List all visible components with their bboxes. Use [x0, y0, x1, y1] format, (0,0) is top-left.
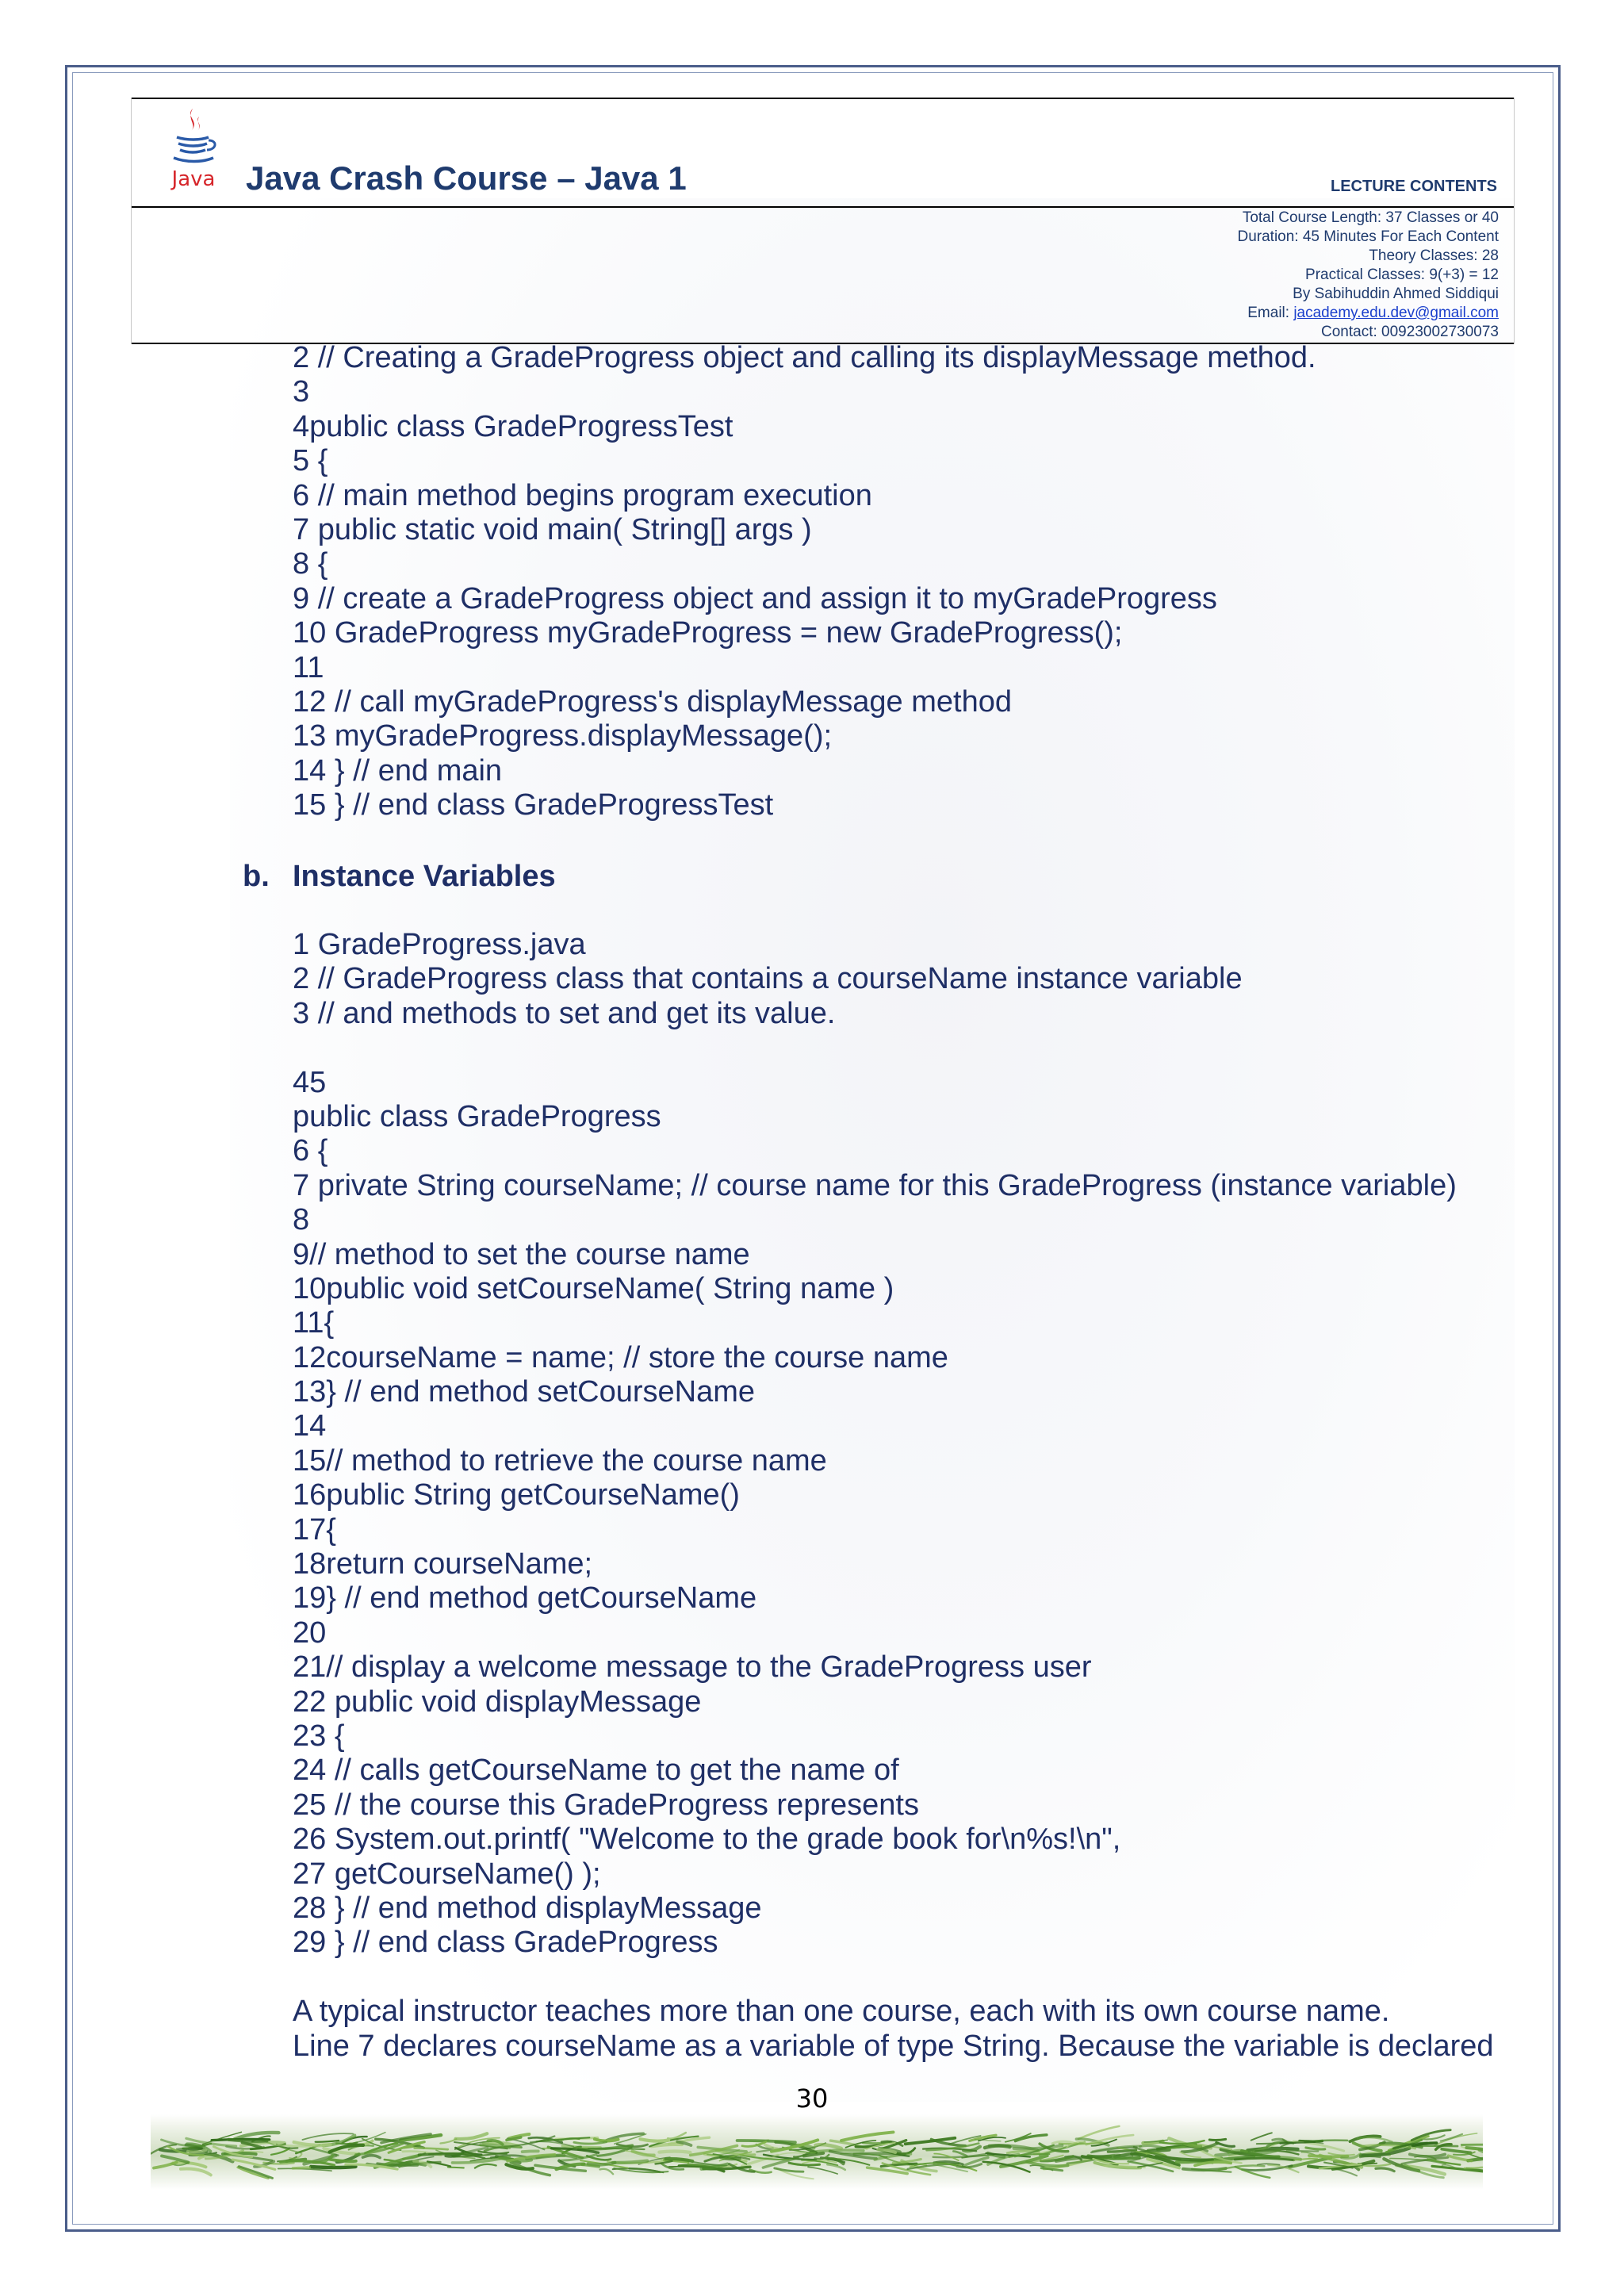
code-line: 5 { [293, 444, 328, 478]
code-line: 10 GradeProgress myGradeProgress = new GradeProgress(); [293, 616, 1123, 650]
code-line: 8 [293, 1203, 310, 1237]
grass-blade [1415, 2146, 1457, 2147]
code-line: 23 { [293, 1719, 345, 1753]
code-line [293, 1031, 1530, 1065]
code-line: 29 } // end class GradeProgress [293, 1926, 718, 1960]
code-line: 16public String getCourseName() [293, 1478, 740, 1512]
code-line: 19} // end method getCourseName [293, 1581, 757, 1616]
grass-blade [419, 2154, 475, 2155]
grass-blade [985, 2145, 1009, 2148]
code-line: 17{ [293, 1512, 336, 1547]
code-listing-grade-progress-test [293, 341, 1530, 822]
code-line: 11{ [293, 1306, 335, 1340]
code-line: 11 [293, 650, 324, 684]
code-line: 25 // the course this GradeProgress represents [293, 1788, 919, 1822]
grass-blade [311, 2167, 355, 2168]
meta-practical-classes: Practical Classes: 9(+3) = 12 [1305, 266, 1499, 283]
course-meta [1237, 209, 1499, 342]
code-line: 8 { [293, 547, 328, 581]
grass-blade [863, 2143, 888, 2144]
grass-blade [228, 2140, 266, 2141]
code-line: 20 [293, 1616, 327, 1650]
grass-blade [523, 2151, 538, 2152]
meta-course-length: Total Course Length: 37 Classes or 40 [1242, 209, 1499, 226]
lecture-contents-label: LECTURE CONTENTS [1331, 178, 1497, 195]
code-line: 6 { [293, 1134, 328, 1168]
code-line: 24 // calls getCourseName to get the name of [293, 1754, 899, 1788]
code-line: 9// method to set the course name [293, 1237, 750, 1271]
code-line: 3 // and methods to set and get its value. [293, 996, 836, 1030]
code-line: 2 // Creating a GradeProgress object and calling its displayMessage method. [293, 341, 1316, 374]
section-letter: b. [243, 860, 270, 893]
meta-theory-classes: Theory Classes: 28 [1369, 247, 1499, 264]
header-rule-top [131, 98, 1515, 99]
meta-contact: Contact: 00923002730073 [1321, 324, 1499, 340]
code-line: 15// method to retrieve the course name [293, 1443, 827, 1478]
page-header [131, 98, 1515, 344]
section-title: Instance Variables [293, 860, 556, 893]
code-line: 9 // create a GradeProgress object and assign it to myGradeProgress [293, 581, 1217, 615]
section-heading-instance-variables [243, 860, 556, 894]
footer-grass-decoration [151, 2114, 1483, 2190]
code-line: 6 // main method begins program execution [293, 478, 872, 512]
code-line: 15 } // end class GradeProgressTest [293, 788, 774, 822]
code-line: 12 // call myGradeProgress's displayMessage method [293, 684, 1012, 719]
header-rule-middle [131, 206, 1515, 208]
java-logo [163, 105, 224, 199]
grass-blade [613, 2161, 647, 2163]
code-line: 13} // end method setCourseName [293, 1375, 756, 1409]
code-line: 26 System.out.printf( "Welcome to the grade book for\n%s!\n", [293, 1823, 1121, 1857]
course-title: Java Crash Course – Java 1 [246, 159, 687, 197]
grass-blade [659, 2151, 690, 2152]
code-line: 22 public void displayMessage [293, 1685, 702, 1719]
code-line: 7 private String courseName; // course name for this GradeProgress (instance variable) [293, 1168, 1457, 1202]
code-line: public class GradeProgress [293, 1099, 661, 1133]
grass-blade [641, 2139, 669, 2141]
meta-duration: Duration: 45 Minutes For Each Content [1237, 228, 1499, 245]
code-line: 4public class GradeProgressTest [293, 409, 733, 443]
code-line: 13 myGradeProgress.displayMessage(); [293, 719, 833, 753]
meta-email-label: Email: [1247, 305, 1294, 321]
code-line: 10public void setCourseName( String name ) [293, 1271, 894, 1305]
header-border-right [1514, 98, 1515, 344]
code-line: Line 7 declares courseName as a variable of type String. Because the variable is declared [293, 2029, 1494, 2063]
meta-email-line [1237, 304, 1499, 323]
code-line: 7 public static void main( String[] args ) [293, 512, 812, 546]
code-line: 18return courseName; [293, 1547, 593, 1581]
grass-blade [1209, 2139, 1226, 2140]
code-line [293, 1961, 1530, 1995]
code-line: 2 // GradeProgress class that contains a courseName instance variable [293, 962, 1243, 996]
code-line: 12courseName = name; // store the course name [293, 1340, 948, 1374]
meta-author: By Sabihuddin Ahmed Siddiqui [1293, 286, 1499, 302]
code-line: 28 } // end method displayMessage [293, 1891, 762, 1925]
code-line: 1 GradeProgress.java [293, 928, 586, 961]
java-logo-text: Java [171, 167, 216, 191]
code-line: 3 [293, 375, 310, 409]
email-link[interactable]: jacademy.edu.dev@gmail.com [1293, 305, 1499, 321]
header-border-left [131, 98, 132, 344]
code-line: 27 getCourseName() ); [293, 1857, 601, 1891]
java-cup-icon [163, 105, 224, 169]
code-line: 14 } // end main [293, 753, 503, 788]
code-line: A typical instructor teaches more than one course, each with its own course name. [293, 1995, 1390, 2029]
code-line: 14 [293, 1409, 327, 1443]
grass-blade [721, 2157, 740, 2159]
grass-blade [188, 2150, 206, 2152]
code-line: 21// display a welcome message to the GradeProgress user [293, 1650, 1092, 1685]
page-number: 30 [795, 2083, 829, 2114]
code-listing-grade-progress [293, 928, 1530, 2064]
code-line: 45 [293, 1065, 327, 1099]
